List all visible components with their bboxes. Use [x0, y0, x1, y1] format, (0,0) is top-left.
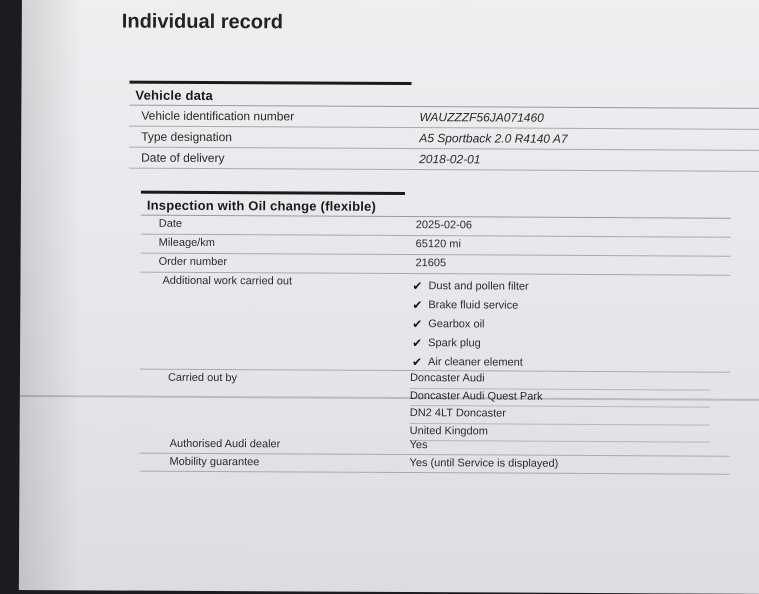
dealer-address [410, 371, 710, 443]
row-value: Yes (until Service is displayed) [409, 457, 559, 470]
document-page [19, 0, 759, 594]
row-label: Type designation [141, 129, 233, 145]
inspection-section [139, 191, 730, 475]
list-item [412, 276, 528, 296]
row-value: 2018-02-01 [419, 152, 481, 167]
work-item-text: Spark plug [428, 336, 481, 349]
row-label: Mileage/km [158, 236, 215, 250]
work-item-text: Air cleaner element [428, 355, 523, 369]
work-item-text: Brake fluid service [428, 298, 519, 312]
work-list [412, 276, 529, 372]
row-value: 65120 mi [415, 238, 461, 251]
list-item [412, 295, 528, 315]
carried-out-by-block [140, 370, 730, 439]
row-value: A5 Sportback 2.0 R4140 A7 [419, 131, 568, 146]
table-row [139, 454, 729, 475]
inspection-heading: Inspection with Oil change (flexible) [141, 194, 731, 219]
check-icon: ✔ [412, 335, 423, 350]
row-label: Date [158, 217, 183, 230]
work-item-text: Dust and pollen filter [428, 279, 529, 293]
dealer-info [139, 436, 729, 475]
work-label: Additional work carried out [162, 274, 293, 288]
row-label: Order number [158, 255, 228, 269]
row-label: Mobility guarantee [169, 455, 260, 469]
vehicle-data-heading: Vehicle data [129, 84, 759, 109]
check-icon: ✔ [412, 354, 423, 369]
table-row [129, 148, 759, 172]
row-label: Vehicle identification number [141, 108, 295, 124]
list-item [412, 333, 528, 353]
vehicle-data-section [129, 81, 759, 172]
address-line: DN2 4LT Doncaster [410, 406, 710, 425]
address-line: Doncaster Audi [410, 371, 710, 390]
check-icon: ✔ [412, 297, 423, 312]
row-value: 2025-02-06 [415, 219, 473, 232]
row-label: Authorised Audi dealer [169, 437, 281, 451]
address-line: United Kingdom [410, 424, 710, 443]
check-icon: ✔ [412, 316, 423, 331]
list-item [412, 314, 528, 334]
page-shadow [19, 0, 82, 590]
additional-work-block [140, 273, 730, 373]
page-title: Individual record [121, 10, 284, 34]
check-icon: ✔ [412, 278, 423, 293]
list-item [412, 352, 528, 372]
row-value: Yes [409, 439, 428, 452]
row-value: WAUZZZF56JA071460 [419, 110, 544, 125]
work-item-text: Gearbox oil [428, 317, 485, 330]
address-line: Doncaster Audi Quest Park [410, 389, 710, 408]
row-label: Date of delivery [141, 150, 225, 166]
carried-label: Carried out by [167, 371, 238, 385]
row-value: 21605 [415, 257, 447, 270]
